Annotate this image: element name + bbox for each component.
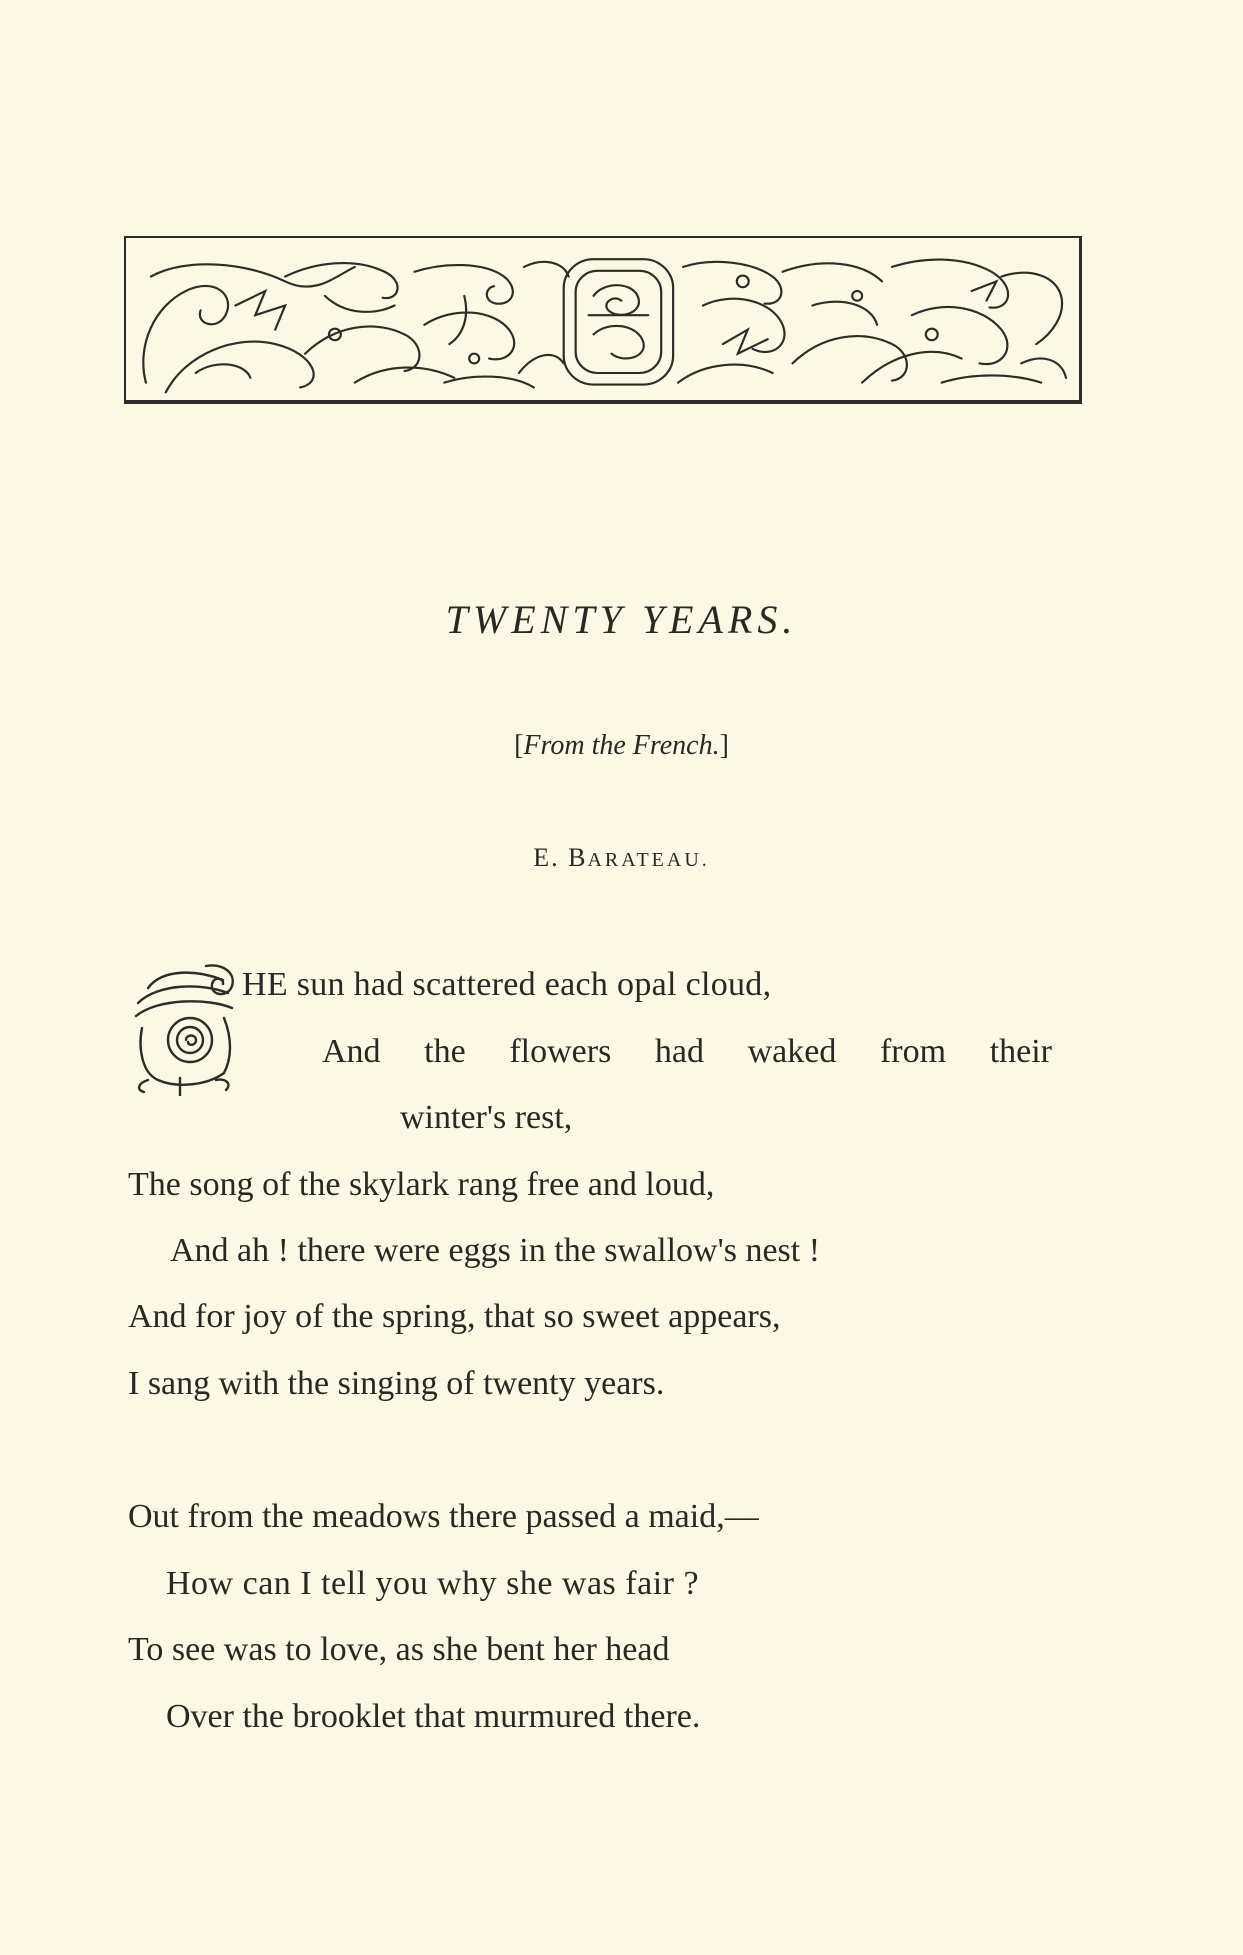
poem-line: Out from the meadows there passed a maid,— bbox=[128, 1498, 759, 1535]
poem-line: And for joy of the spring, that so sweet appears, bbox=[128, 1298, 781, 1335]
decorated-initial-letter bbox=[128, 958, 240, 1096]
author-name bbox=[0, 843, 1243, 873]
poem-line: winter's rest, bbox=[400, 1099, 573, 1136]
poem-line: The song of the skylark rang free and loud, bbox=[128, 1166, 715, 1203]
poem-line: HE sun had scattered each opal cloud, bbox=[242, 966, 772, 1003]
decorated-initial-t-icon bbox=[128, 958, 240, 1096]
poem-line: Over the brooklet that murmured there. bbox=[166, 1698, 701, 1735]
poem-title: TWENTY YEARS. bbox=[445, 597, 798, 642]
author-initial: E. B bbox=[533, 843, 588, 872]
author-surname-rest: ARATEAU. bbox=[587, 849, 710, 871]
ornamental-headpiece bbox=[124, 236, 1082, 404]
poem-line: How can I tell you why she was fair ? bbox=[166, 1565, 700, 1602]
initial-letter-text: T bbox=[168, 1058, 169, 1059]
poem-line: I sang with the singing of twenty years. bbox=[128, 1365, 665, 1402]
poem-line: And the flowers had waked from their bbox=[322, 1033, 1052, 1070]
poem-line: And ah ! there were eggs in the swallow's nest ! bbox=[170, 1232, 821, 1269]
source-text: From the French. bbox=[523, 730, 720, 761]
poem-line: To see was to love, as she bent her head bbox=[128, 1631, 670, 1668]
source-open-bracket: [ bbox=[514, 730, 524, 761]
source-note bbox=[0, 730, 1243, 762]
foliage-scroll-ornament bbox=[126, 238, 1079, 400]
source-close-bracket: ] bbox=[719, 730, 729, 761]
